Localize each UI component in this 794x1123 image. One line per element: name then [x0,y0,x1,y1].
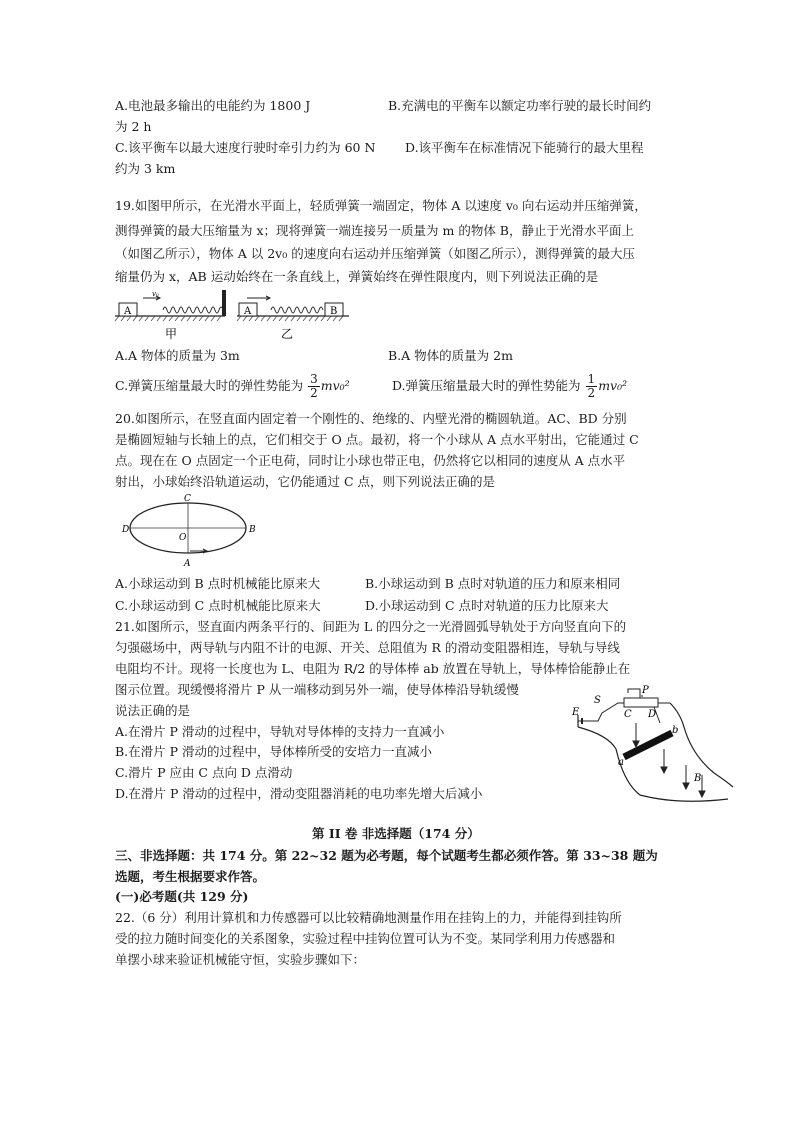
q19-option-a: A.A 物体的质量为 3m [115,348,240,363]
rheostat [624,698,658,707]
q19-option-d-text: D.弹簧压缩量最大时的弹性势能为 [392,378,581,393]
q18-option-a: A.电池最多输出的电能约为 1800 J [115,98,311,113]
q20-stem-line4: 射出，小球始终沿轨道运动，它仍能通过 C 点，则下列说法正确的是 [115,474,496,489]
q21-stem-line1: 21.如图所示，竖直面内两条平行的、间距为 L 的四分之一光滑圆弧导轨处于方向竖直向下的 [115,619,627,634]
q19-option-d [392,371,627,401]
q20-option-a: A.小球运动到 B 点时机械能比原来大 [115,576,321,591]
label-s: S [594,695,601,706]
q18-option-b: B.充满电的平衡车以额定功率行驶的最长时间约 [388,98,652,113]
fraction-1-2: $\frac{1}{2}$ [587,372,596,400]
label-b: B [249,525,256,535]
conductor-ab [624,733,672,757]
q19-stem-line4: 缩量仍为 x，AB 运动始终在一条直线上，弹簧始终在弹性限度内，则下列说法正确的是 [115,269,599,284]
label-v0: v₀ [152,290,159,298]
q20-ellipse-figure [122,494,272,570]
q19-figure [113,286,353,342]
q18-option-d: D.该平衡车在标准情况下能骑行的最大里程 [405,140,644,155]
q20-option-d: D.小球运动到 C 点时对轨道的压力比原来大 [365,598,609,613]
q21-stem-line2: 匀强磁场中，两导轨与内阻不计的电源、开关、总阻值为 R 的滑动变阻器相连，导轨与导线 [115,640,620,655]
part2-title: 第 II 卷 非选择题（174 分） [312,826,480,841]
q21-option-a: A.在滑片 P 滑动的过程中，导轨对导体棒的支持力一直减小 [115,724,445,739]
q19-stem-line3: （如图乙所示），物体 A 以 2v₀ 的速度向右运动并压缩弹簧（如图乙所示），测得弹簧的最大压 [115,246,635,261]
q21-stem-line5: 说法正确的是 [115,703,191,718]
spring [271,307,323,313]
section3-line2: 选题，考生根据要求作答。 [115,869,266,884]
q19-option-c-expr: mv₀² [320,378,350,393]
q21-option-d: D.在滑片 P 滑动的过程中，滑动变阻器消耗的电功率先增大后减小 [115,786,483,801]
label-b: B [330,306,338,317]
label-d: D [648,709,657,720]
label-field-b: B [694,773,702,784]
label-c: C [624,709,632,720]
q19-option-c-text: C.弹簧压缩量最大时的弹性势能为 [115,378,304,393]
q20-option-c: C.小球运动到 C 点时机械能比原来大 [115,598,321,613]
required-heading: (一)必考题(共 129 分) [115,889,249,904]
q18-option-d-cont: 约为 3 km [115,161,176,176]
q22-stem-line2: 受的拉力随时间变化的关系图象，实验过程中挂钩位置可认为不变。某同学利用力传感器和 [115,931,616,946]
q19-option-c [115,371,350,401]
wall [222,290,226,316]
q20-stem-line3: 点。现在在 O 点固定一个正电荷，同时让小球也带正电，仍然将它以相同的速度从 A 点水平 [115,453,626,468]
q21-option-b: B.在滑片 P 滑动的过程中，导体棒所受的安培力一直减小 [115,744,433,759]
label-e: E [572,707,580,718]
q21-stem-line3: 电阻均不计。现将一长度也为 L、电阻为 R/2 的导体棒 ab 放置在导轨上，导体棒恰能静止在 [115,661,631,676]
section3-line1: 三、非选择题：共 174 分。第 22~32 题为必考题，每个试题考生都必须作答。第 33~38 题为 [115,848,658,863]
q19-option-d-expr: mv₀² [598,378,628,393]
fraction-3-2: $\frac{3}{2}$ [310,372,318,400]
q19-stem-line2: 测得弹簧的最大压缩量为 x；现将弹簧一端连接另一质量为 m 的物体 B，静止于光滑水平面上 [115,223,634,238]
q19-option-b: B.A 物体的质量为 2m [388,348,513,363]
label-b: b [672,725,679,736]
label-jia: 甲 [165,327,178,341]
label-yi: 乙 [281,327,294,341]
q18-option-b-cont: 为 2 h [115,119,152,134]
q19-stem-line1: 19.如图甲所示，在光滑水平面上，轻质弹簧一端固定，物体 A 以速度 v₀ 向右运动并压缩弹簧， [115,198,647,213]
q20-stem-line2: 是椭圆短轴与长轴上的点，它们相交于 O 点。最初，将一个小球从 A 点水平射出，它能通过 C [115,432,639,447]
label-d: D [122,525,130,535]
label-a: A [184,559,191,569]
q18-option-c: C.该平衡车以最大速度行驶时牵引力约为 60 N [115,140,376,155]
label-c: C [184,494,191,504]
q21-rail-figure [568,683,738,801]
label-o: O [179,533,187,543]
figure-yi [237,296,349,341]
q22-stem-line1: 22.（6 分）利用计算机和力传感器可以比较精确地测量作用在挂钩上的力，并能得到挂钩所 [115,910,622,925]
label-a: a [618,757,624,768]
label-a: A [244,306,252,317]
q21-option-c: C.滑片 P 应由 C 点向 D 点滑动 [115,765,293,780]
q20-option-b: B.小球运动到 B 点时对轨道的压力和原来相同 [365,576,621,591]
spring [163,307,223,313]
q21-stem-line4: 图示位置。现缓慢将滑片 P 从一端移动到另外一端，使导体棒沿导轨缓慢 [115,682,519,697]
figure-jia [115,290,226,341]
label-a: A [124,306,132,317]
label-p: P [642,685,649,696]
q22-stem-line3: 单摆小球来验证机械能守恒，实验步骤如下： [115,952,366,967]
q20-stem-line1: 20.如图所示，在竖直面内固定着一个刚性的、绝缘的、内壁光滑的椭圆轨道。AC、BD 分别 [115,411,627,426]
